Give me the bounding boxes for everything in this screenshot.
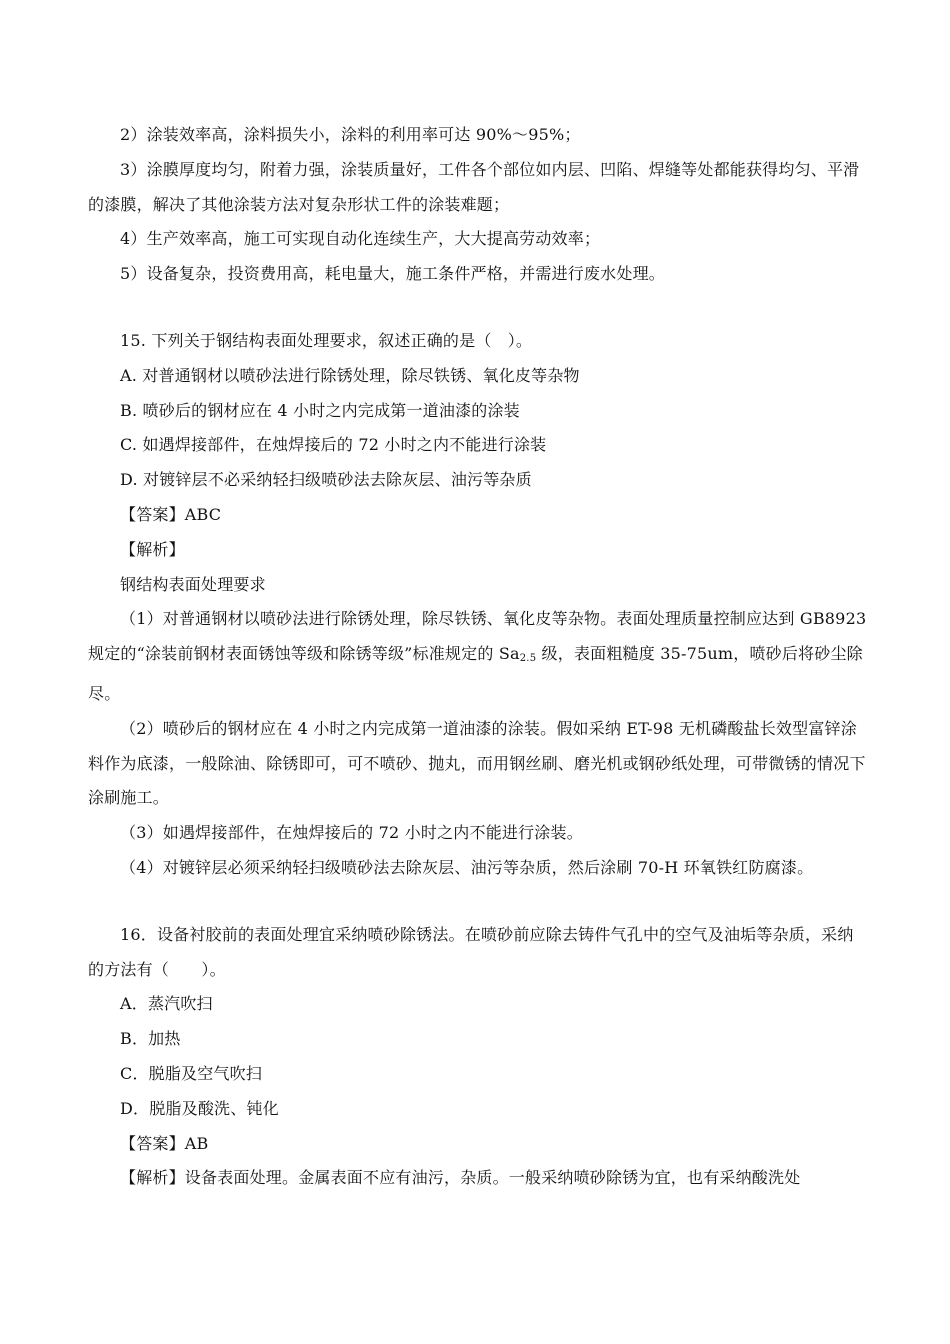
q15-analysis-title: 钢结构表面处理要求 xyxy=(120,574,266,594)
list-item-2: 2）涂装效率高，涂料损失小，涂料的利用率可达 90%～95%； xyxy=(120,125,581,144)
question-16: 16．设备衬胶前的表面处理宜采纳喷砂除锈法。在喷砂前应除去铸件气孔中的空气及油垢等杂质，采纳的方法有（ ）。 xyxy=(88,924,854,979)
q15-analysis-label: 【解析】 xyxy=(120,539,185,559)
q15-analysis-1 xyxy=(88,602,868,711)
q15-analysis-1-text: （1）对普通钢材以喷砂法进行除锈处理，除尽铁锈、氧化皮等杂物。表面处理质量控制应达到 GB8923 规定的“涂装前钢材表面锈蚀等级和除锈等级”标准规定的 Sa xyxy=(88,609,867,664)
q15-option-a: A. 对普通钢材以喷砂法进行除锈处理，除尽铁锈、氧化皮等杂物 xyxy=(120,365,580,385)
q15-analysis-1-text-end: 级，表面粗糙度 35-75um，喷砂后将砂尘除尽。 xyxy=(88,644,863,703)
list-item-3: 3）涂膜厚度均匀，附着力强，涂装质量好，工件各个部位如内层、凹陷、焊缝等处都能获得均匀、平滑的漆膜，解决了其他涂装方法对复杂形状工件的涂装难题； xyxy=(88,159,860,214)
q15-analysis-1-subscript: 2.5 xyxy=(519,653,537,665)
q15-answer: 【答案】ABC xyxy=(120,504,222,524)
q16-option-b: B．加热 xyxy=(120,1029,181,1049)
spacer xyxy=(88,886,868,918)
q15-option-c: C. 如遇焊接部件，在烛焊接后的 72 小时之内不能进行涂装 xyxy=(120,435,547,455)
q16-analysis: 【解析】设备表面处理。金属表面不应有油污，杂质。一般采纳喷砂除锈为宜，也有采纳酸洗处 xyxy=(120,1168,801,1188)
list-item-5: 5）设备复杂，投资费用高，耗电量大，施工条件严格，并需进行废水处理。 xyxy=(120,264,665,284)
spacer xyxy=(88,292,868,324)
q15-analysis-4: （4）对镀锌层必须采纳轻扫级喷砂法去除灰层、油污等杂质，然后涂刷 70-H 环氧铁红防腐漆。 xyxy=(120,857,814,877)
list-item-4: 4）生产效率高，施工可实现自动化连续生产，大大提高劳动效率； xyxy=(120,229,601,249)
q16-option-d: D．脱脂及酸洗、钝化 xyxy=(120,1098,279,1118)
q15-analysis-2: （2）喷砂后的钢材应在 4 小时之内完成第一道油漆的涂装。假如采纳 ET-98 无机磷酸盐长效型富锌涂料作为底漆，一般除油、除锈即可，可不喷砂、抛丸，而用钢丝刷、磨光机或钢砂纸处理，可带微锈的情况下涂刷施工。 xyxy=(88,718,866,808)
document-body xyxy=(88,118,868,1196)
q15-option-d: D. 对镀锌层不必采纳轻扫级喷砂法去除灰层、油污等杂质 xyxy=(120,470,532,490)
q16-option-a: A．蒸汽吹扫 xyxy=(120,994,213,1014)
q15-analysis-3: （3）如遇焊接部件，在烛焊接后的 72 小时之内不能进行涂装。 xyxy=(120,823,583,843)
question-15: 15. 下列关于钢结构表面处理要求，叙述正确的是（ ）。 xyxy=(120,330,533,350)
q15-option-b: B. 喷砂后的钢材应在 4 小时之内完成第一道油漆的涂装 xyxy=(120,400,520,420)
q16-option-c: C．脱脂及空气吹扫 xyxy=(120,1063,263,1083)
q16-answer: 【答案】AB xyxy=(120,1133,209,1153)
